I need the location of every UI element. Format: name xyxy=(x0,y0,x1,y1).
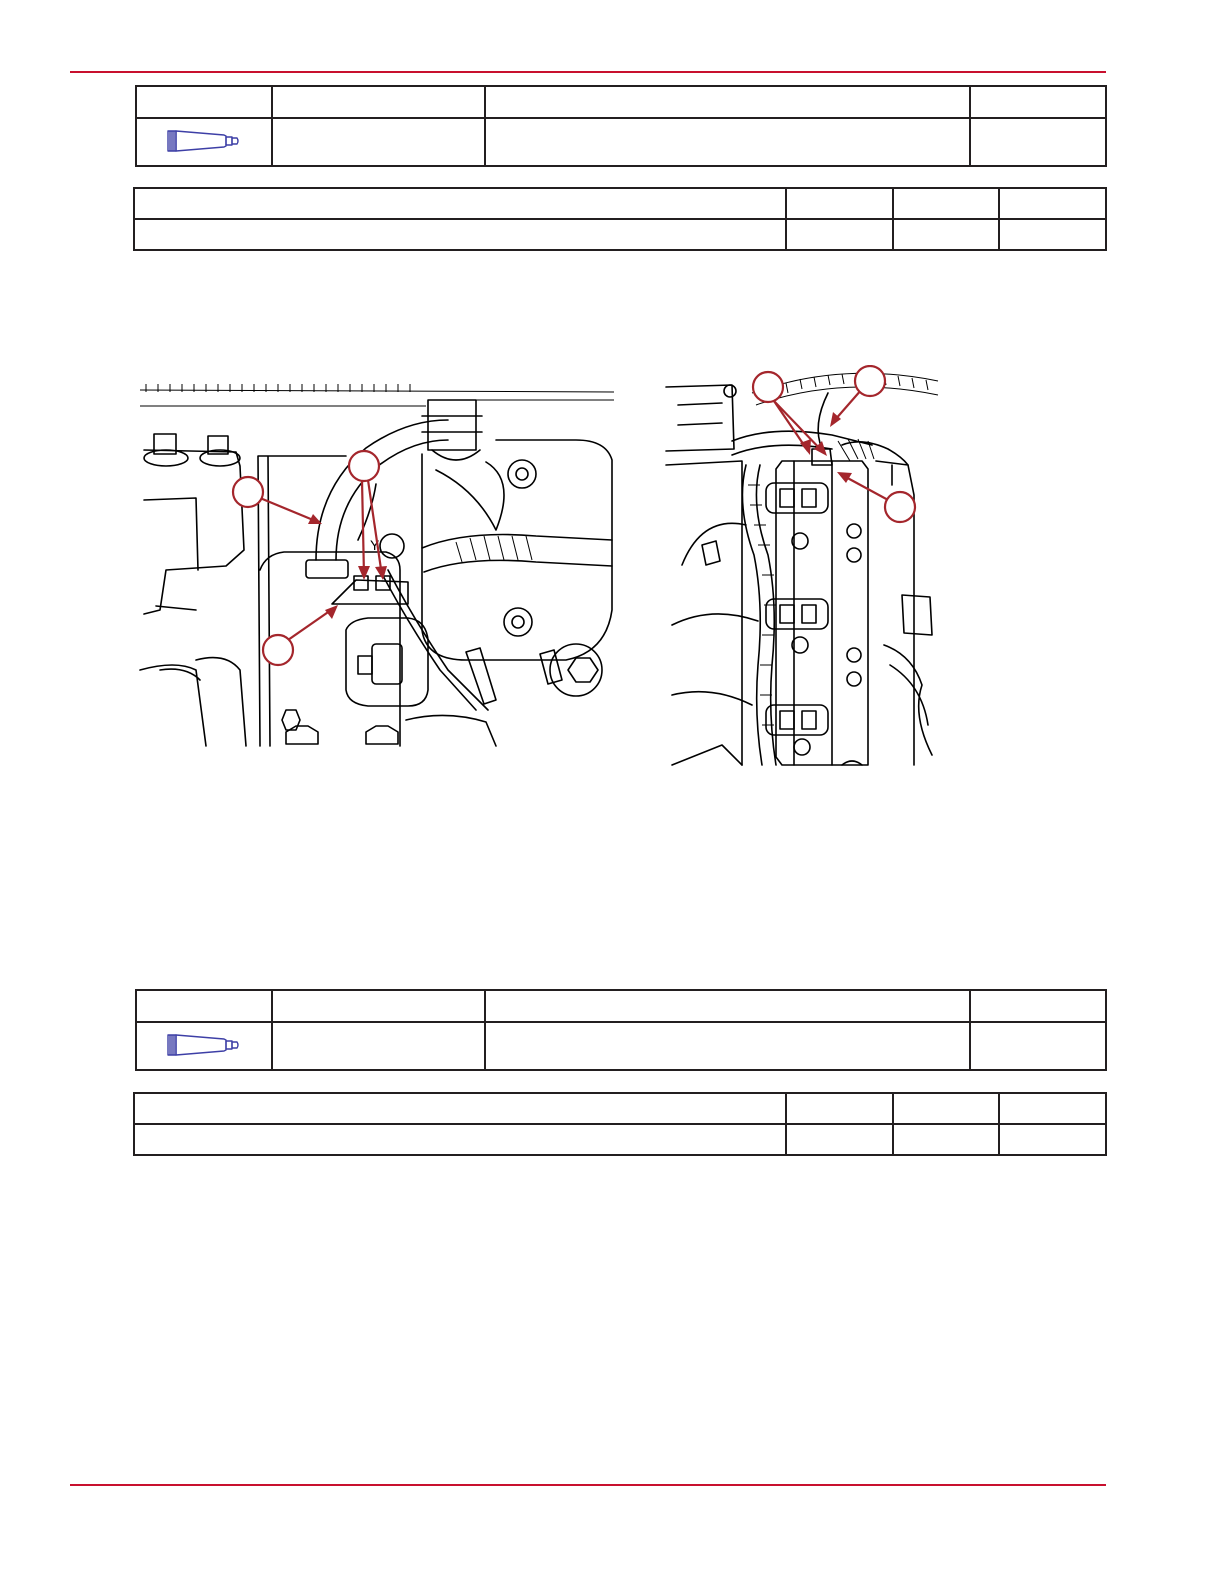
table-row xyxy=(134,1124,1106,1155)
icon-cell xyxy=(136,1022,272,1070)
header-cell xyxy=(136,86,272,118)
table-row xyxy=(134,219,1106,250)
header-cell xyxy=(485,990,970,1022)
cell xyxy=(786,1124,893,1155)
callout-1 xyxy=(233,477,322,524)
header-cell xyxy=(272,86,485,118)
cell xyxy=(485,1022,970,1070)
callout-3 xyxy=(263,605,338,665)
cell xyxy=(786,219,893,250)
sealant-table-2 xyxy=(135,989,1107,1071)
header-rule xyxy=(70,71,1106,73)
table-row xyxy=(136,118,1106,166)
header-cell xyxy=(999,188,1106,219)
cell xyxy=(970,118,1106,166)
cell xyxy=(999,219,1106,250)
cell xyxy=(272,1022,485,1070)
header-cell xyxy=(134,188,786,219)
header-cell xyxy=(893,188,999,219)
header-cell xyxy=(970,86,1106,118)
header-cell xyxy=(134,1093,786,1124)
header-cell xyxy=(485,86,970,118)
cell xyxy=(999,1124,1106,1155)
torque-table-2 xyxy=(133,1092,1107,1156)
callout-3 xyxy=(837,472,915,522)
cell xyxy=(134,1124,786,1155)
callout-2 xyxy=(830,366,885,427)
cell xyxy=(485,118,970,166)
torque-table-1 xyxy=(133,187,1107,251)
sealant-tube-icon xyxy=(164,1031,244,1059)
header-cell xyxy=(786,188,893,219)
table-header-row xyxy=(134,188,1106,219)
cell xyxy=(970,1022,1106,1070)
cell xyxy=(134,219,786,250)
header-cell xyxy=(893,1093,999,1124)
cell xyxy=(893,1124,999,1155)
wire-label: Y xyxy=(370,537,380,553)
table-header-row xyxy=(136,86,1106,118)
table-header-row xyxy=(136,990,1106,1022)
sealant-table-1 xyxy=(135,85,1107,167)
sealant-tube-icon xyxy=(164,127,244,155)
cell xyxy=(272,118,485,166)
header-cell xyxy=(786,1093,893,1124)
header-cell xyxy=(136,990,272,1022)
header-cell xyxy=(272,990,485,1022)
header-cell xyxy=(999,1093,1106,1124)
cell xyxy=(893,219,999,250)
icon-cell xyxy=(136,118,272,166)
table-row xyxy=(136,1022,1106,1070)
engine-illustration-right xyxy=(662,365,940,785)
header-cell xyxy=(970,990,1106,1022)
footer-rule xyxy=(70,1484,1106,1486)
engine-illustration-left xyxy=(136,370,618,770)
table-header-row xyxy=(134,1093,1106,1124)
